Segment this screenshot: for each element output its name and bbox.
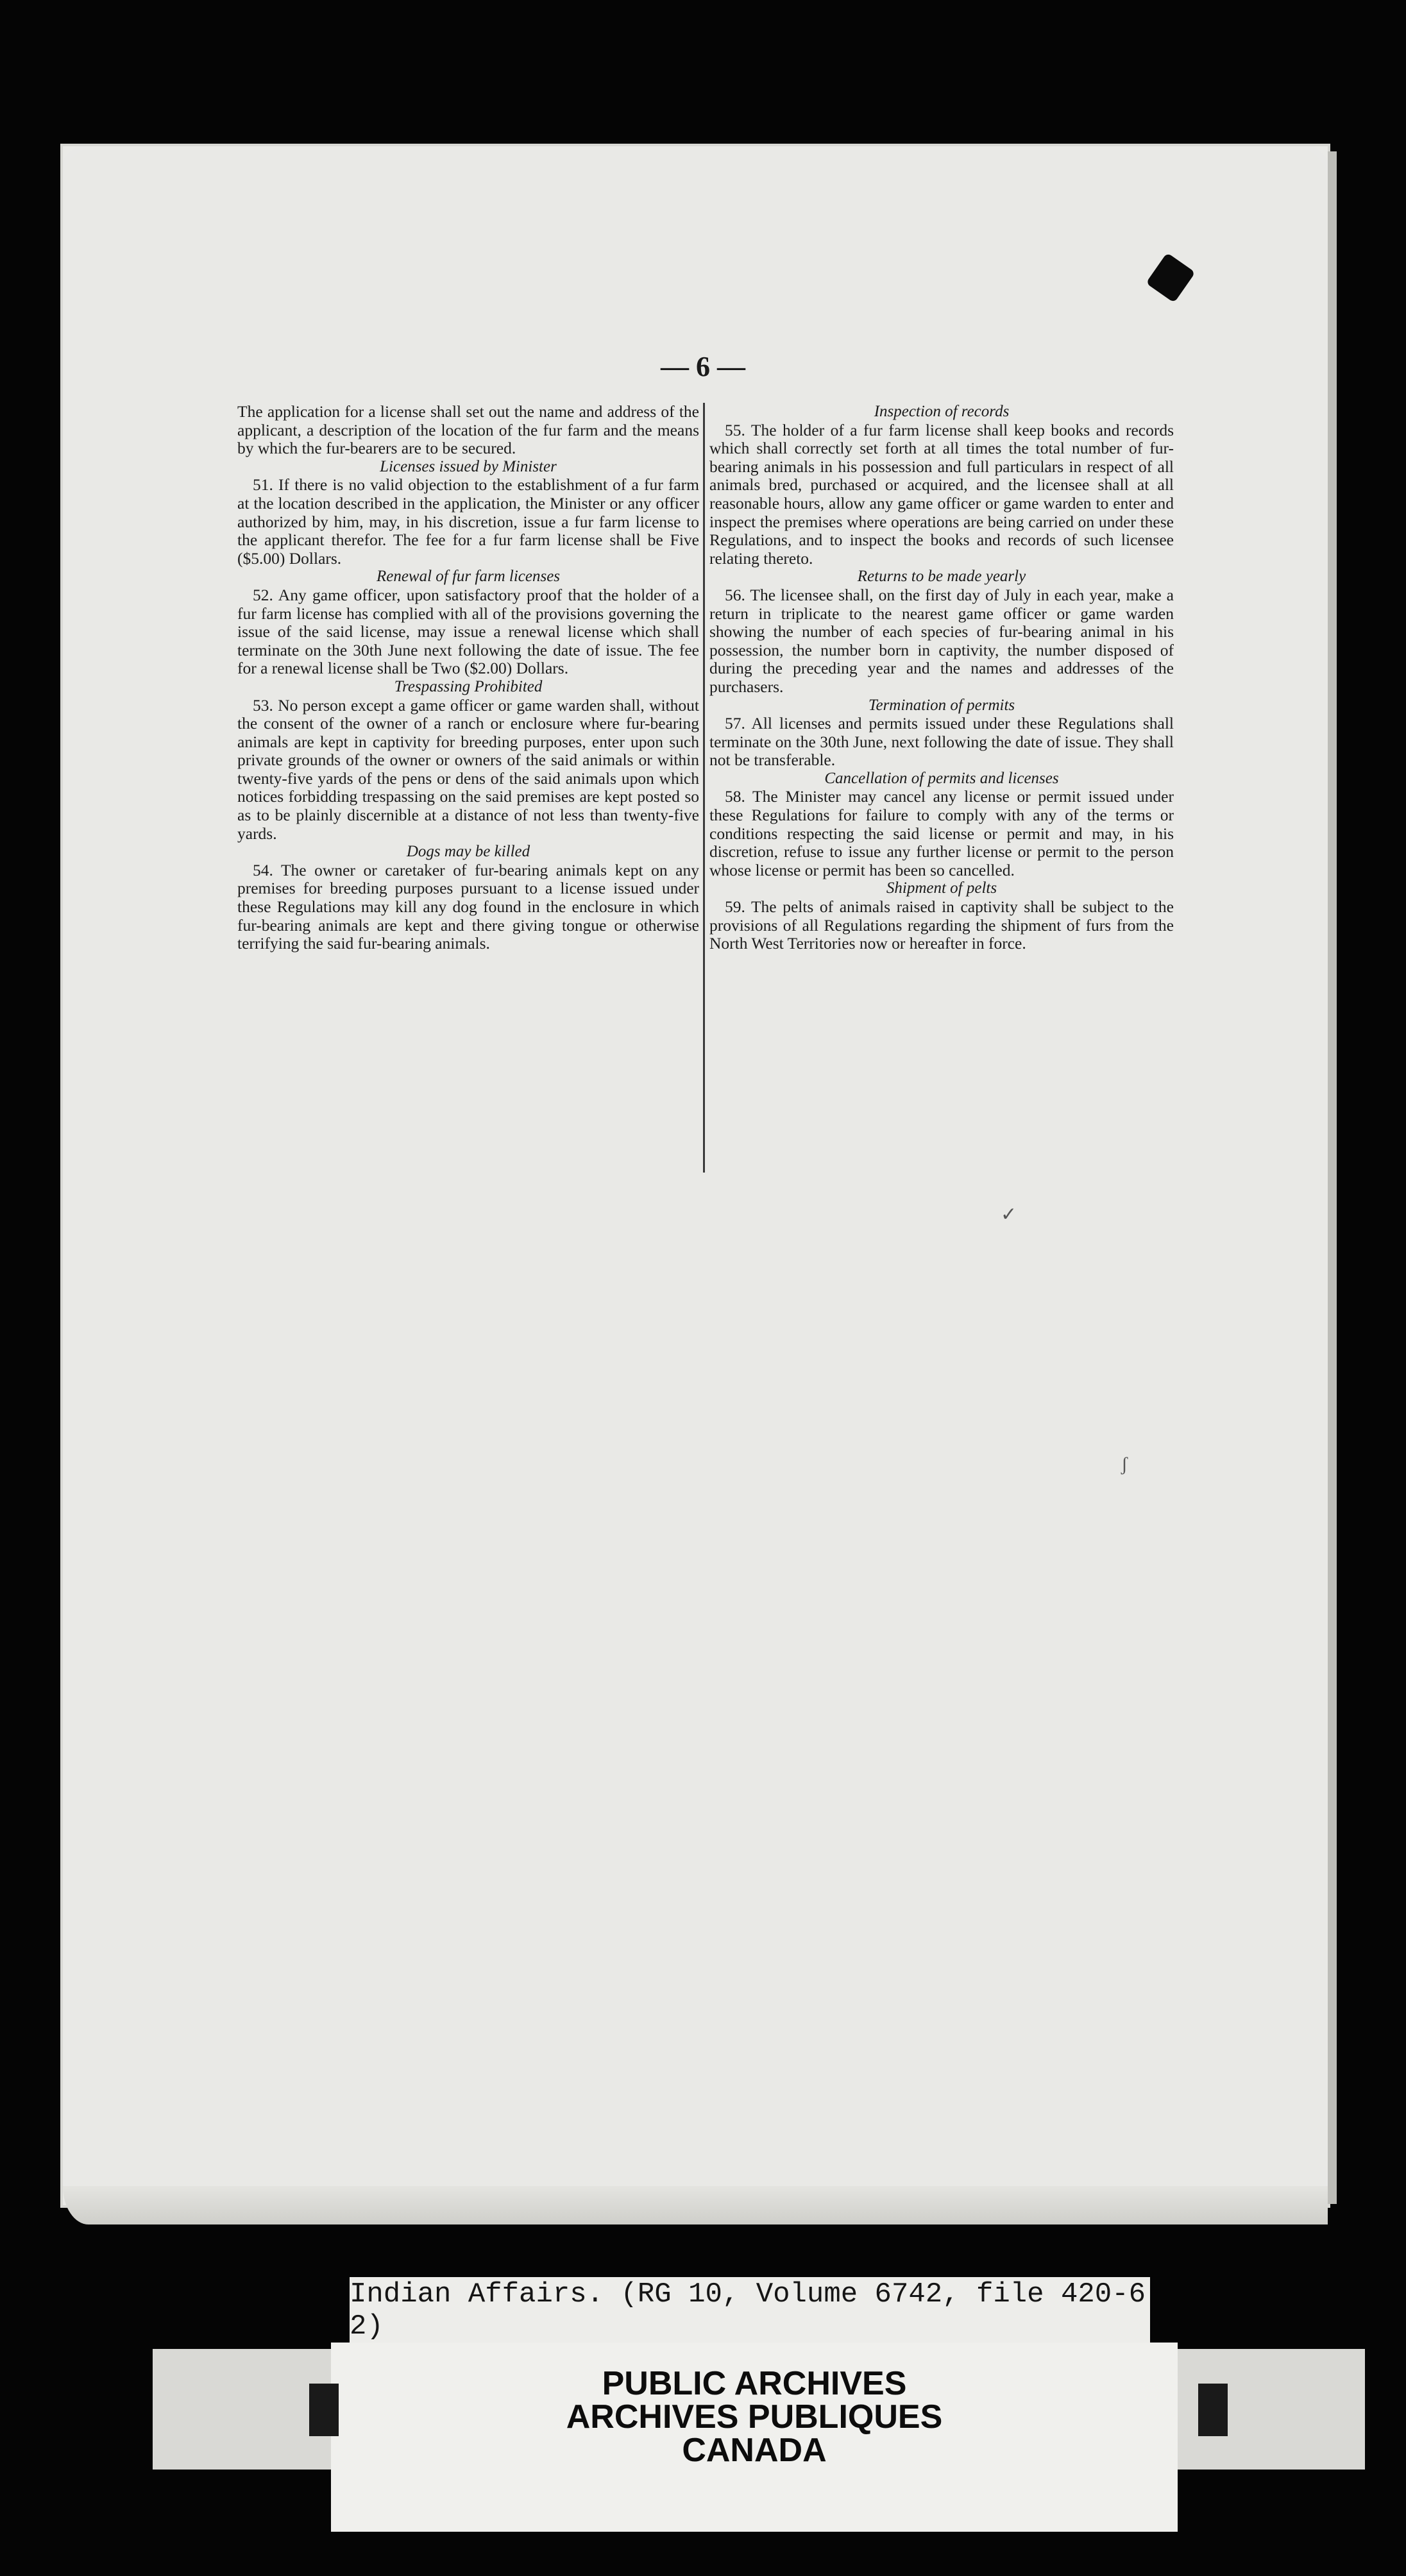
intro-paragraph: The application for a license shall set out the name and address of the applicant, a description of the location of the fur farm and the means by which the fur-bearers are to be secured.	[237, 402, 699, 458]
section-heading: Shipment of pelts	[886, 879, 997, 897]
section-heading: Termination of permits	[868, 696, 1015, 714]
left-column	[237, 403, 699, 953]
stray-mark: ✓	[1001, 1204, 1017, 1225]
page-edge	[1328, 151, 1337, 2204]
section-text: 59. The pelts of animals raised in captivity shall be subject to the provisions of all Regulations regarding the shipment of furs from the North West Territories now or hereafter in force.	[709, 897, 1174, 953]
bracket-mark-right	[1198, 2384, 1228, 2436]
section-text: 57. All licenses and permits issued under these Regulations shall terminate on the 30th June, next following the date of issue. They shall not be transferable.	[709, 714, 1174, 770]
stamp-line-1: PUBLIC ARCHIVES	[602, 2365, 907, 2402]
section-heading: Cancellation of permits and licenses	[824, 769, 1059, 787]
archives-stamp-text	[331, 2367, 1178, 2467]
section-heading: Returns to be made yearly	[857, 568, 1026, 586]
column-divider	[703, 403, 705, 1173]
page-number: — 6 —	[661, 351, 745, 382]
section-heading: Licenses issued by Minister	[380, 457, 557, 475]
section-heading: Trespassing Prohibited	[394, 677, 543, 695]
page-bottom-edge	[63, 2186, 1328, 2224]
section-text: 52. Any game officer, upon satisfactory proof that the holder of a fur farm license has complied with all of the provisions governing the issue of the said license, may issue a renewal license which shall terminate on the 30th June next following the date of issue. The fee for a renewal license shall be Two ($2.00) Dollars.	[237, 585, 699, 678]
section-text: 51. If there is no valid objection to the establishment of a fur farm at the location described in the application, the Minister or any officer authorized by him, may, in his discretion, issue a fur farm license to the applicant therefor. The fee for a fur farm license shall be Five ($5.00) Dollars.	[237, 475, 699, 568]
archive-reference-label: Indian Affairs. (RG 10, Volume 6742, file 420-6 2)	[350, 2277, 1150, 2344]
stamp-line-2: ARCHIVES PUBLIQUES	[566, 2398, 943, 2436]
section-heading: Renewal of fur farm licenses	[376, 568, 561, 586]
section-text: 55. The holder of a fur farm license shall keep books and records which shall correctly set forth at all times the total number of fur-bearing animals in his possession and full particulars in respect of all animals bred, purchased or acquired, and the licensee shall at all reasonable hours, allow any game officer or game warden to enter and inspect the premises where operations are being carried on under these Regulations, and to inspect the books and records of such licensee relating thereto.	[709, 420, 1174, 568]
section-text: 56. The licensee shall, on the first day of July in each year, make a return in triplicate to the nearest game officer or game warden showing the number of each species of fur-bearing animal in his possession, the number born in captivity, the number disposed of during the preceding year and the names and addresses of the purchasers.	[709, 585, 1174, 696]
section-text: 58. The Minister may cancel any license or permit issued under these Regulations for failure to comply with any of the terms or conditions respecting the said license or permit and may, in his discretion, refuse to issue any further license or permit to the person whose license or permit has been so cancelled.	[709, 787, 1174, 879]
stamp-line-3: CANADA	[682, 2432, 827, 2469]
stray-mark: ʃ	[1121, 1453, 1128, 1475]
section-heading: Inspection of records	[874, 403, 1010, 420]
section-heading: Dogs may be killed	[406, 843, 530, 861]
section-text: 54. The owner or caretaker of fur-bearing animals kept on any premises for breeding purposes pursuant to a license issued under these Regulations may kill any dog found in the enclosure in which fur-bearing animals are kept and there giving tongue or otherwise terrifying the said fur-bearing animals.	[237, 860, 699, 953]
section-text: 53. No person except a game officer or game warden shall, without the consent of the owner of a ranch or enclosure where fur-bearing animals are kept in captivity for breeding purposes, enter upon such private grounds of the owner or owners of the said animals or within twenty-five yards of the pens or dens of the said animals upon which notices forbidding trespassing on the said premises are kept posted so as to be plainly discernible at a distance of not less than twenty-five yards.	[237, 695, 699, 843]
right-column	[709, 403, 1174, 953]
